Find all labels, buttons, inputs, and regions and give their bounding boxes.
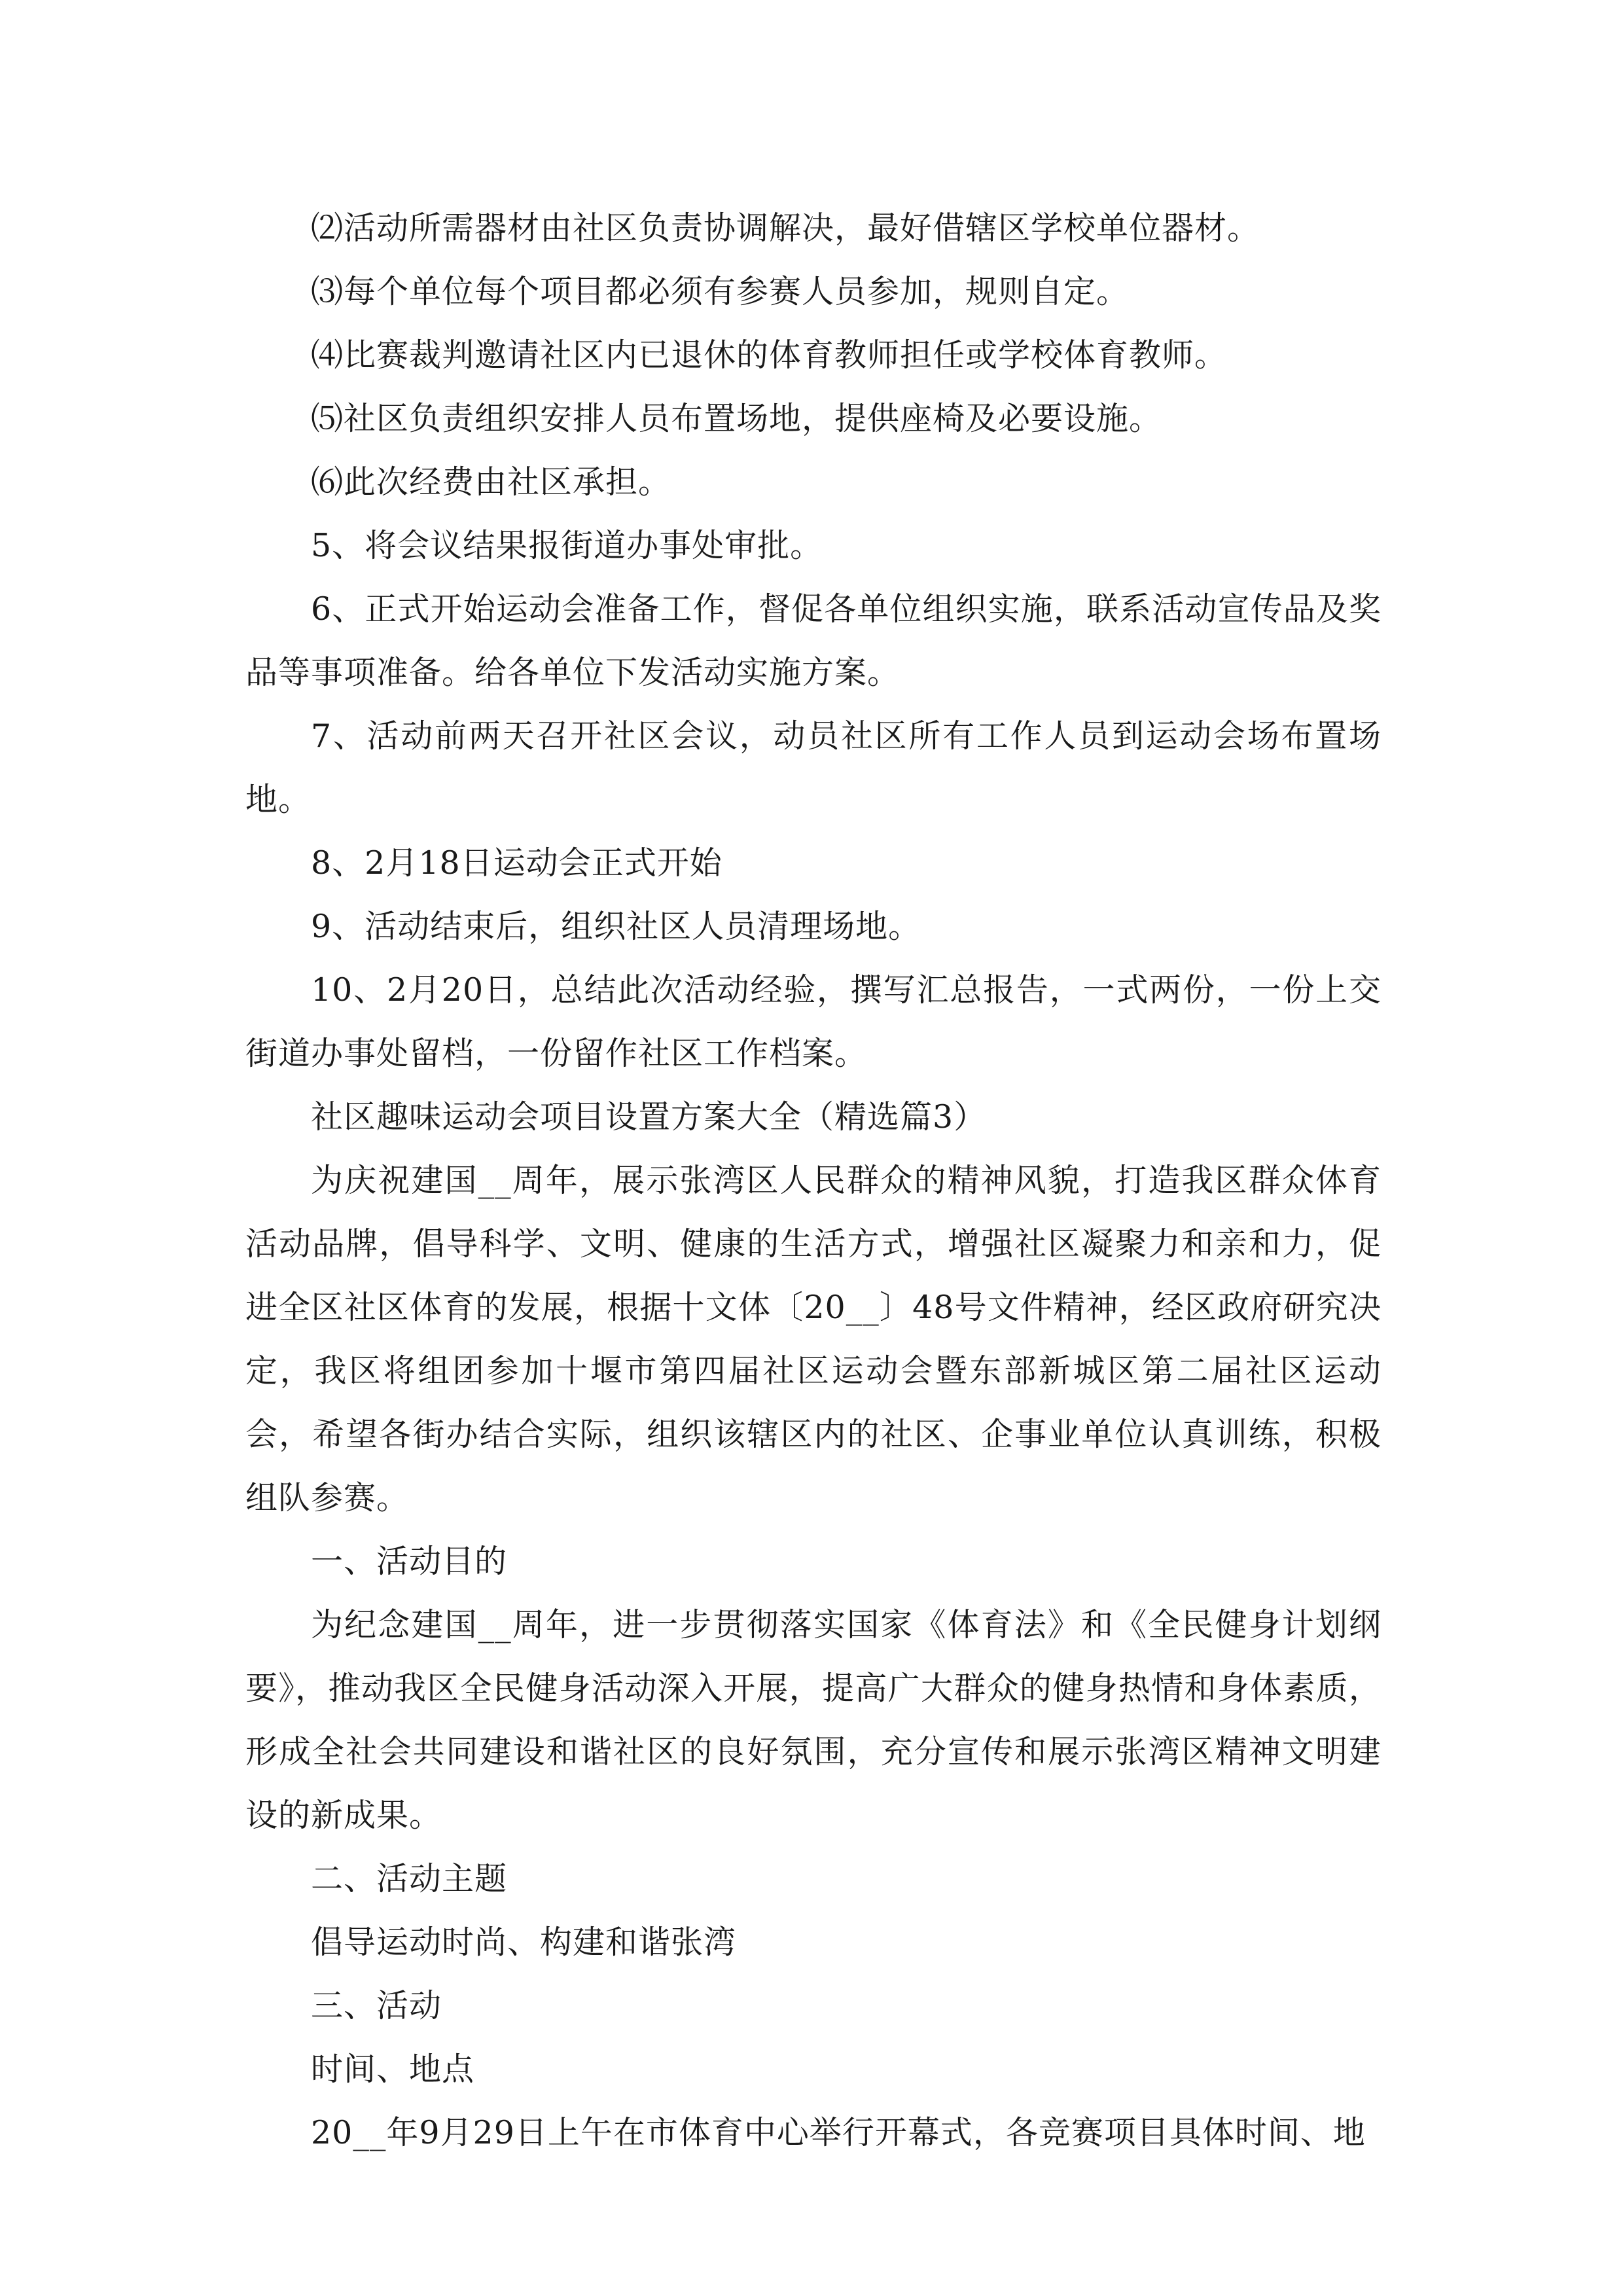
paragraph-item-5: ⑸社区负责组织安排人员布置场地，提供座椅及必要设施。	[311, 400, 1162, 437]
paragraph-item-4: ⑷比赛裁判邀请社区内已退休的体育教师担任或学校体育教师。	[311, 336, 1228, 374]
paragraph-step-6: 6、正式开始运动会准备工作，督促各单位组织实施，联系活动宣传品及奖品等事项准备。给各单位下发活动实施方案。	[245, 590, 1382, 691]
paragraph-item-3: ⑶每个单位每个项目都必须有参赛人员参加，规则自定。	[311, 273, 1130, 310]
heading-purpose: 一、活动目的	[311, 1543, 508, 1580]
paragraph-step-8: 8、2月18日运动会正式开始	[311, 844, 722, 882]
section-title: 社区趣味运动会项目设置方案大全（精选篇3）	[311, 1098, 987, 1136]
intro-paragraph: 为庆祝建国__周年，展示张湾区人民群众的精神风貌，打造我区群众体育活动品牌，倡导科学、文明、健康的生活方式，增强社区凝聚力和亲和力，促进全区社区体育的发展，根据十文体〔20__〕48号文件精神，经区政府研究决定，我区将组团参加十堰市第四届社区运动会暨东部新城区第二届社区运动会，希望各街办结合实际，组织该辖区内的社区、企事业单位认真训练，积极组队参赛。	[245, 1162, 1382, 1516]
paragraph-item-6: ⑹此次经费由社区承担。	[311, 463, 671, 501]
paragraph-item-2: ⑵活动所需器材由社区负责协调解决，最好借辖区学校单位器材。	[311, 209, 1260, 247]
paragraph-step-9: 9、活动结束后，组织社区人员清理场地。	[311, 908, 921, 945]
schedule-paragraph: 20__年9月29日上午在市体育中心举行开幕式，各竞赛项目具体时间、地	[311, 2114, 1366, 2151]
heading-theme: 二、活动主题	[311, 1860, 508, 1897]
paragraph-step-7: 7、活动前两天召开社区会议，动员社区所有工作人员到运动会场布置场地。	[245, 717, 1382, 818]
heading-activity: 三、活动	[311, 1987, 442, 2024]
theme-paragraph: 倡导运动时尚、构建和谐张湾	[311, 1924, 737, 1961]
purpose-paragraph: 为纪念建国__周年，进一步贯彻落实国家《体育法》和《全民健身计划纲要》，推动我区全民健身活动深入开展，提高广大群众的健身热情和身体素质，形成全社会共同建设和谐社区的良好氛围，充分宣传和展示张湾区精神文明建设的新成果。	[245, 1606, 1382, 1834]
paragraph-step-5: 5、将会议结果报街道办事处审批。	[311, 527, 823, 564]
document-body	[245, 196, 1382, 2164]
time-place-label: 时间、地点	[311, 2051, 475, 2088]
paragraph-step-10: 10、2月20日，总结此次活动经验，撰写汇总报告，一式两份，一份上交街道办事处留档，一份留作社区工作档案。	[245, 971, 1382, 1072]
